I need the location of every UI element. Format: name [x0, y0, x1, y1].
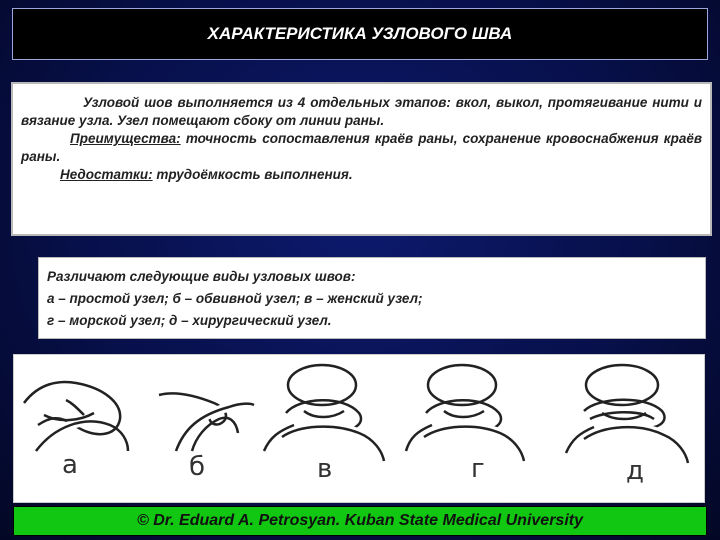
title-banner: [12, 8, 708, 60]
advantages-paragraph: [21, 130, 702, 166]
knot-g-drawing: [406, 365, 524, 461]
footer-banner: [13, 506, 707, 536]
types-line-2: а – простой узел; б – обвивной узел; в – женский узел;: [47, 291, 423, 306]
knot-d-drawing: [566, 365, 688, 463]
knot-label-v: в: [317, 454, 333, 484]
knot-label-a: а: [62, 450, 78, 480]
knots-drawing: [14, 355, 706, 504]
knot-label-g: г: [471, 454, 485, 484]
description-panel: [11, 82, 712, 236]
knot-types-panel: [38, 257, 706, 339]
description-main: Узловой шов выполняется из 4 отдельных этапов: вкол, выкол, протягивание нити и вязание узла. Узел помещают сбоку от линии раны.: [21, 95, 702, 128]
drawbacks-paragraph: [21, 166, 702, 184]
advantages-text: точность сопоставления краёв раны, сохранение кровоснабжения краёв раны.: [21, 131, 702, 164]
knots-illustration: [13, 354, 705, 503]
types-intro: Различают следующие виды узловых швов:: [47, 269, 356, 284]
advantages-label: Преимущества:: [70, 131, 181, 146]
footer-copyright: © Dr. Eduard A. Petrosyan. Kuban State Medical University: [137, 512, 583, 529]
knot-label-d: д: [626, 456, 644, 486]
types-line-3: г – морской узел; д – хирургический узел.: [47, 313, 332, 328]
knot-a-drawing: [24, 382, 128, 451]
knot-b-drawing: [159, 393, 254, 451]
knot-label-b: б: [189, 452, 206, 482]
drawbacks-label: Недостатки:: [60, 167, 153, 182]
knot-v-drawing: [264, 365, 384, 461]
slide-title: ХАРАКТЕРИСТИКА УЗЛОВОГО ШВА: [207, 24, 513, 43]
drawbacks-text: трудоёмкость выполнения.: [152, 167, 353, 182]
